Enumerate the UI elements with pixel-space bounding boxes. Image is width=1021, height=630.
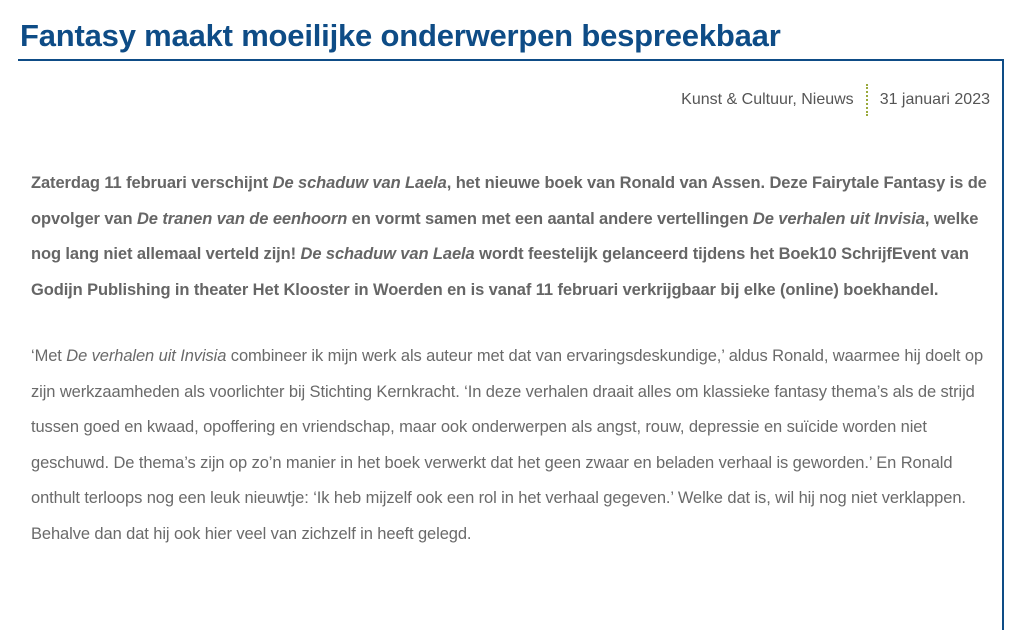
book-title-laela: De schaduw van Laela xyxy=(272,174,447,192)
body-text: combineer ik mijn werk als auteur met dat van ervaringsdeskundige,’ aldus Ronald, waarmee hij doelt op zijn werkzaamheden als voorlichter bij Stichting Kernkracht. ‘In deze verhalen draait alles om klassieke fantasy thema’s als de strijd tussen goed en kwaad, opoffering en vriendschap, maar ook onderwerpen als angst, rouw, depressie en suïcide worden niet geschuwd. De thema’s zijn op zo’n manier in het boek verwerkt dat het geen zwaar en beladen verhaal is geworden.’ En Ronald onthult terloops nog een leuk nieuwtje: ‘Ik heb mijzelf ook een rol in het verhaal gegeven.’ Welke dat is, wil hij nog niet verklappen. Behalve dan dat hij ook hier veel van zichzelf in heeft gelegd. xyxy=(31,347,984,543)
body-text: ‘Met xyxy=(31,347,67,365)
article-date: 31 januari 2023 xyxy=(879,91,990,108)
body-paragraph xyxy=(31,339,991,552)
lead-paragraph xyxy=(31,166,991,308)
lead-text: , welke nog lang niet allemaal verteld zijn! xyxy=(31,209,979,263)
series-title-invisia: De verhalen uit Invisia xyxy=(66,347,227,365)
lead-text: wordt feestelijk gelanceerd tijdens het Boek10 SchrijfEvent van Godijn Publishing in theater Het Klooster in Woerden en is vanaf 11 februari verkrijgbaar bij elke (online) boekhandel. xyxy=(31,245,969,299)
article-meta xyxy=(681,84,990,116)
lead-text: , het nieuwe boek van Ronald van Assen. Deze Fairytale Fantasy is de opvolger van xyxy=(31,174,987,228)
lead-text: en vormt samen met een aantal andere vertellingen xyxy=(347,209,753,228)
series-title-invisia: De verhalen uit Invisia xyxy=(752,209,925,228)
article-content xyxy=(31,166,991,552)
article-categories[interactable]: Kunst & Cultuur, Nieuws xyxy=(681,91,854,108)
article-title: Fantasy maakt moeilijke onderwerpen bespreekbaar xyxy=(20,18,781,53)
book-title-eenhoorn: De tranen van de eenhoorn xyxy=(136,209,348,228)
meta-separator xyxy=(866,84,868,116)
book-title-laela: De schaduw van Laela xyxy=(300,245,475,263)
lead-text: Zaterdag 11 februari verschijnt xyxy=(31,174,273,192)
